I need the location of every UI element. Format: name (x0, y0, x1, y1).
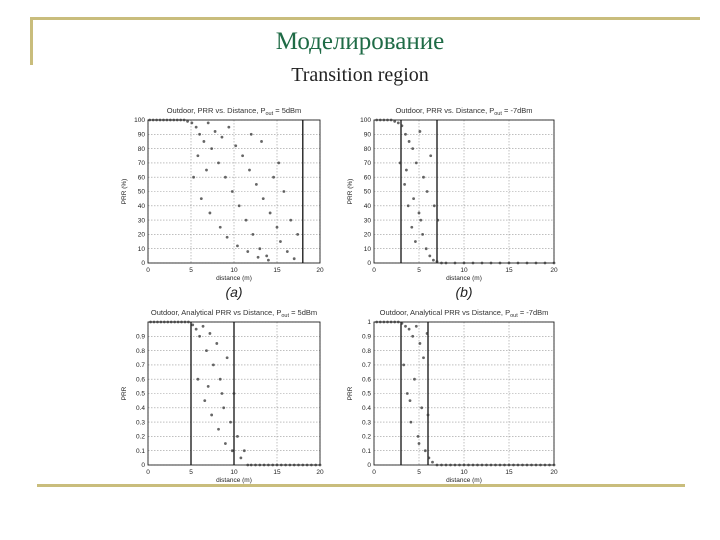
data-point (548, 464, 551, 467)
data-point (233, 392, 236, 395)
data-point (297, 464, 300, 467)
data-point (195, 126, 198, 129)
data-point (399, 162, 402, 165)
data-point (301, 464, 304, 467)
data-point (210, 147, 213, 150)
y-tick-label: 0.9 (135, 333, 145, 341)
data-point (472, 262, 475, 265)
x-tick-label: 15 (505, 267, 513, 274)
data-point (449, 464, 452, 467)
y-tick-label: 100 (134, 117, 145, 125)
data-point (159, 119, 162, 122)
x-tick-label: 10 (460, 469, 468, 476)
y-tick-label: 70 (363, 160, 371, 168)
data-point (544, 464, 547, 467)
data-point (191, 323, 194, 326)
data-point (402, 364, 405, 367)
data-point (258, 247, 261, 250)
x-tick-label: 20 (550, 469, 558, 476)
x-tick-label: 5 (189, 469, 193, 476)
data-point (209, 332, 212, 335)
y-tick-label: 0 (141, 260, 145, 268)
data-point (271, 464, 274, 467)
data-point (265, 254, 268, 257)
y-tick-label: 0.5 (135, 390, 145, 398)
data-point (207, 121, 210, 124)
x-tick-label: 5 (417, 267, 421, 274)
data-point (481, 262, 484, 265)
data-point (172, 119, 175, 122)
data-point (503, 464, 506, 467)
y-tick-label: 50 (137, 188, 145, 196)
data-point (155, 119, 158, 122)
chart-title: Outdoor, Analytical PRR vs Distance, $P_{out} = -7dBm$ (379, 308, 549, 319)
frame-bottom-rule (37, 484, 685, 487)
data-point (282, 190, 285, 193)
x-tick-label: 0 (146, 267, 150, 274)
data-point (289, 464, 292, 467)
y-tick-label: 0.3 (135, 419, 145, 427)
data-point (508, 262, 511, 265)
panel-caption: (b) (455, 284, 473, 300)
x-tick-label: 10 (460, 267, 468, 274)
data-point (411, 335, 414, 338)
data-point (190, 121, 193, 124)
y-tick-label: 40 (137, 203, 145, 210)
data-point (397, 121, 400, 124)
data-point (214, 130, 217, 133)
y-tick-label: 10 (363, 245, 371, 253)
data-point (241, 154, 244, 157)
data-point (263, 464, 266, 467)
chart-figure (110, 95, 570, 485)
data-point (166, 321, 169, 324)
y-tick-label: 0.8 (135, 347, 145, 355)
y-tick-label: 40 (363, 203, 371, 210)
data-point (408, 328, 411, 331)
y-tick-label: 30 (137, 217, 145, 225)
data-point (544, 262, 547, 265)
data-point (153, 321, 156, 324)
data-point (250, 133, 253, 136)
y-tick-label: 0.1 (135, 447, 145, 455)
data-point (248, 169, 251, 172)
data-point (397, 321, 400, 324)
data-point (280, 464, 283, 467)
chart-panel-1 (121, 106, 324, 300)
x-tick-label: 20 (550, 267, 558, 274)
x-axis-label: distance (m) (446, 275, 482, 282)
data-point (418, 212, 421, 215)
data-point (445, 464, 448, 467)
x-tick-label: 10 (230, 469, 238, 476)
data-point (198, 133, 201, 136)
data-point (432, 259, 435, 262)
y-tick-label: 60 (137, 174, 145, 182)
data-point (517, 262, 520, 265)
data-point (254, 464, 257, 467)
data-point (420, 406, 423, 409)
data-point (429, 154, 432, 157)
data-point (419, 342, 422, 345)
data-point (221, 392, 224, 395)
data-point (219, 378, 222, 381)
data-point (401, 124, 404, 127)
data-point (186, 120, 189, 123)
y-axis-label: PRR (%) (347, 178, 354, 205)
data-point (436, 464, 439, 467)
y-tick-label: 1 (367, 319, 371, 327)
data-point (267, 259, 270, 262)
data-point (437, 219, 440, 222)
data-point (530, 464, 533, 467)
data-point (229, 421, 232, 424)
y-tick-label: 100 (360, 117, 371, 125)
data-point (246, 464, 249, 467)
data-point (162, 119, 165, 122)
y-tick-label: 0.7 (361, 362, 371, 370)
data-point (238, 204, 241, 207)
data-point (426, 332, 429, 335)
data-point (421, 233, 424, 236)
data-point (212, 364, 215, 367)
data-point (476, 464, 479, 467)
data-point (419, 219, 422, 222)
data-point (260, 140, 263, 143)
data-point (393, 321, 396, 324)
data-point (414, 240, 417, 243)
data-point (390, 119, 393, 122)
data-point (521, 464, 524, 467)
data-point (255, 183, 258, 186)
data-point (210, 414, 213, 417)
data-point (217, 428, 220, 431)
data-point (227, 126, 230, 129)
y-tick-label: 80 (363, 145, 371, 153)
data-point (195, 328, 198, 331)
data-point (386, 119, 389, 122)
data-point (494, 464, 497, 467)
y-tick-label: 0.6 (135, 376, 145, 384)
data-point (499, 262, 502, 265)
y-tick-label: 20 (137, 231, 145, 239)
data-point (375, 119, 378, 122)
data-point (412, 197, 415, 200)
data-point (535, 262, 538, 265)
data-point (427, 414, 430, 417)
data-point (279, 240, 282, 243)
y-tick-label: 50 (363, 188, 371, 196)
data-point (517, 464, 520, 467)
data-point (209, 212, 212, 215)
data-point (284, 464, 287, 467)
y-tick-label: 0.8 (361, 347, 371, 355)
data-point (428, 456, 431, 459)
data-point (383, 321, 386, 324)
data-point (192, 176, 195, 179)
data-point (207, 385, 210, 388)
data-point (243, 449, 246, 452)
data-point (553, 262, 556, 265)
y-tick-label: 80 (137, 145, 145, 153)
data-point (306, 464, 309, 467)
data-point (219, 226, 222, 229)
data-point (403, 183, 406, 186)
data-point (481, 464, 484, 467)
data-point (169, 119, 172, 122)
x-tick-label: 5 (417, 469, 421, 476)
y-tick-label: 0 (367, 462, 371, 470)
data-point (269, 212, 272, 215)
data-point (405, 169, 408, 172)
data-point (286, 250, 289, 253)
data-point (379, 119, 382, 122)
chart-title: Outdoor, PRR vs. Distance, $P_{out} = 5dBm$ (166, 106, 302, 117)
data-point (422, 176, 425, 179)
data-point (417, 435, 420, 438)
y-tick-label: 30 (363, 217, 371, 225)
x-tick-label: 15 (273, 267, 281, 274)
data-point (383, 119, 386, 122)
data-point (445, 262, 448, 265)
data-point (148, 119, 151, 122)
y-tick-label: 0.6 (361, 376, 371, 384)
y-tick-label: 60 (363, 174, 371, 182)
data-point (407, 204, 410, 207)
data-point (257, 256, 260, 259)
chart-panel-2 (347, 106, 558, 300)
data-point (267, 464, 270, 467)
data-point (166, 119, 169, 122)
slide-title: Моделирование (275, 28, 445, 55)
data-point (553, 464, 556, 467)
data-point (217, 162, 220, 165)
data-point (415, 162, 418, 165)
y-tick-label: 90 (363, 131, 371, 139)
data-point (440, 262, 443, 265)
data-point (425, 247, 428, 250)
data-point (236, 244, 239, 247)
data-point (526, 464, 529, 467)
data-point (454, 464, 457, 467)
data-point (231, 190, 234, 193)
y-tick-label: 0 (141, 462, 145, 470)
x-tick-label: 10 (230, 267, 238, 274)
data-point (179, 119, 182, 122)
data-point (202, 325, 205, 328)
data-point (319, 464, 322, 467)
x-tick-label: 5 (189, 267, 193, 274)
data-point (250, 464, 253, 467)
data-point (463, 464, 466, 467)
data-point (379, 321, 382, 324)
data-point (272, 176, 275, 179)
y-tick-label: 0.2 (361, 433, 371, 441)
x-axis-label: distance (m) (216, 275, 252, 282)
data-point (535, 464, 538, 467)
data-point (149, 321, 152, 324)
data-point (390, 321, 393, 324)
y-tick-label: 0.5 (361, 390, 371, 398)
data-point (393, 120, 396, 123)
chart-panel-4 (347, 308, 558, 484)
y-axis-label: PRR (347, 386, 354, 401)
data-point (187, 321, 190, 324)
data-point (277, 162, 280, 165)
data-point (226, 236, 229, 239)
data-point (485, 464, 488, 467)
data-point (490, 464, 493, 467)
data-point (173, 321, 176, 324)
data-point (156, 321, 159, 324)
data-point (231, 449, 234, 452)
x-tick-label: 0 (372, 469, 376, 476)
x-tick-label: 20 (316, 267, 324, 274)
data-point (411, 147, 414, 150)
data-point (205, 349, 208, 352)
data-point (196, 378, 199, 381)
data-point (419, 130, 422, 133)
data-point (428, 254, 431, 257)
x-tick-label: 0 (372, 267, 376, 274)
data-point (526, 262, 529, 265)
data-point (224, 442, 227, 445)
data-point (276, 226, 279, 229)
x-tick-label: 15 (505, 469, 513, 476)
y-tick-label: 0.2 (135, 433, 145, 441)
data-point (224, 176, 227, 179)
y-tick-label: 0.4 (361, 405, 371, 412)
x-axis-label: distance (m) (216, 477, 252, 484)
data-point (226, 356, 229, 359)
data-point (539, 464, 542, 467)
data-point (408, 140, 411, 143)
data-point (296, 233, 299, 236)
data-point (508, 464, 511, 467)
data-point (404, 133, 407, 136)
data-point (184, 321, 187, 324)
data-point (409, 399, 412, 402)
y-tick-label: 70 (137, 160, 145, 168)
data-point (440, 464, 443, 467)
data-point (410, 226, 413, 229)
data-point (512, 464, 515, 467)
y-tick-label: 90 (137, 131, 145, 139)
data-point (404, 325, 407, 328)
data-point (426, 190, 429, 193)
data-point (215, 342, 218, 345)
data-point (196, 154, 199, 157)
data-point (422, 356, 425, 359)
data-point (203, 399, 206, 402)
y-tick-label: 20 (363, 231, 371, 239)
data-point (221, 136, 224, 139)
data-point (386, 321, 389, 324)
data-point (406, 392, 409, 395)
data-point (236, 435, 239, 438)
chart-title: Outdoor, PRR vs. Distance, $P_{out} = -7dBm$ (395, 106, 533, 117)
y-axis-label: PRR (%) (121, 178, 128, 205)
y-tick-label: 0.4 (135, 405, 145, 412)
data-point (183, 119, 186, 122)
data-point (289, 219, 292, 222)
panel-caption: (a) (225, 284, 243, 300)
data-point (239, 456, 242, 459)
data-point (418, 442, 421, 445)
data-point (222, 406, 225, 409)
data-point (410, 421, 413, 424)
data-point (205, 169, 208, 172)
chart-title: Outdoor, Analytical PRR vs Distance, $P_{out} = 5dBm$ (150, 308, 318, 319)
data-point (314, 464, 317, 467)
data-point (431, 461, 434, 464)
y-tick-label: 0.3 (361, 419, 371, 427)
y-tick-label: 0.9 (361, 333, 371, 341)
frame-top-rule (30, 17, 700, 20)
data-point (490, 262, 493, 265)
data-point (163, 321, 166, 324)
data-point (258, 464, 261, 467)
x-tick-label: 0 (146, 469, 150, 476)
data-point (436, 260, 439, 263)
data-point (454, 262, 457, 265)
data-point (234, 144, 237, 147)
data-point (245, 219, 248, 222)
x-axis-label: distance (m) (446, 477, 482, 484)
data-point (200, 197, 203, 200)
data-point (293, 257, 296, 260)
data-point (424, 449, 427, 452)
data-point (463, 262, 466, 265)
data-point (262, 197, 265, 200)
data-point (252, 233, 255, 236)
y-tick-label: 0 (367, 260, 371, 268)
x-tick-label: 15 (273, 469, 281, 476)
chart-panel-3 (121, 308, 324, 484)
data-point (401, 322, 404, 325)
data-point (180, 321, 183, 324)
data-point (293, 464, 296, 467)
data-point (198, 335, 201, 338)
y-tick-label: 10 (137, 245, 145, 253)
data-point (415, 325, 418, 328)
data-point (310, 464, 313, 467)
data-point (458, 464, 461, 467)
data-point (276, 464, 279, 467)
data-point (246, 250, 249, 253)
data-point (467, 464, 470, 467)
y-tick-label: 0.7 (135, 362, 145, 370)
data-point (375, 321, 378, 324)
data-point (170, 321, 173, 324)
y-axis-label: PRR (121, 386, 128, 401)
data-point (176, 119, 179, 122)
data-point (152, 119, 155, 122)
data-point (499, 464, 502, 467)
data-point (177, 321, 180, 324)
data-point (160, 321, 163, 324)
x-tick-label: 20 (316, 469, 324, 476)
y-tick-label: 0.1 (361, 447, 371, 455)
data-point (413, 378, 416, 381)
slide-subtitle: Transition region (291, 64, 429, 86)
data-point (433, 204, 436, 207)
data-point (472, 464, 475, 467)
data-point (203, 140, 206, 143)
